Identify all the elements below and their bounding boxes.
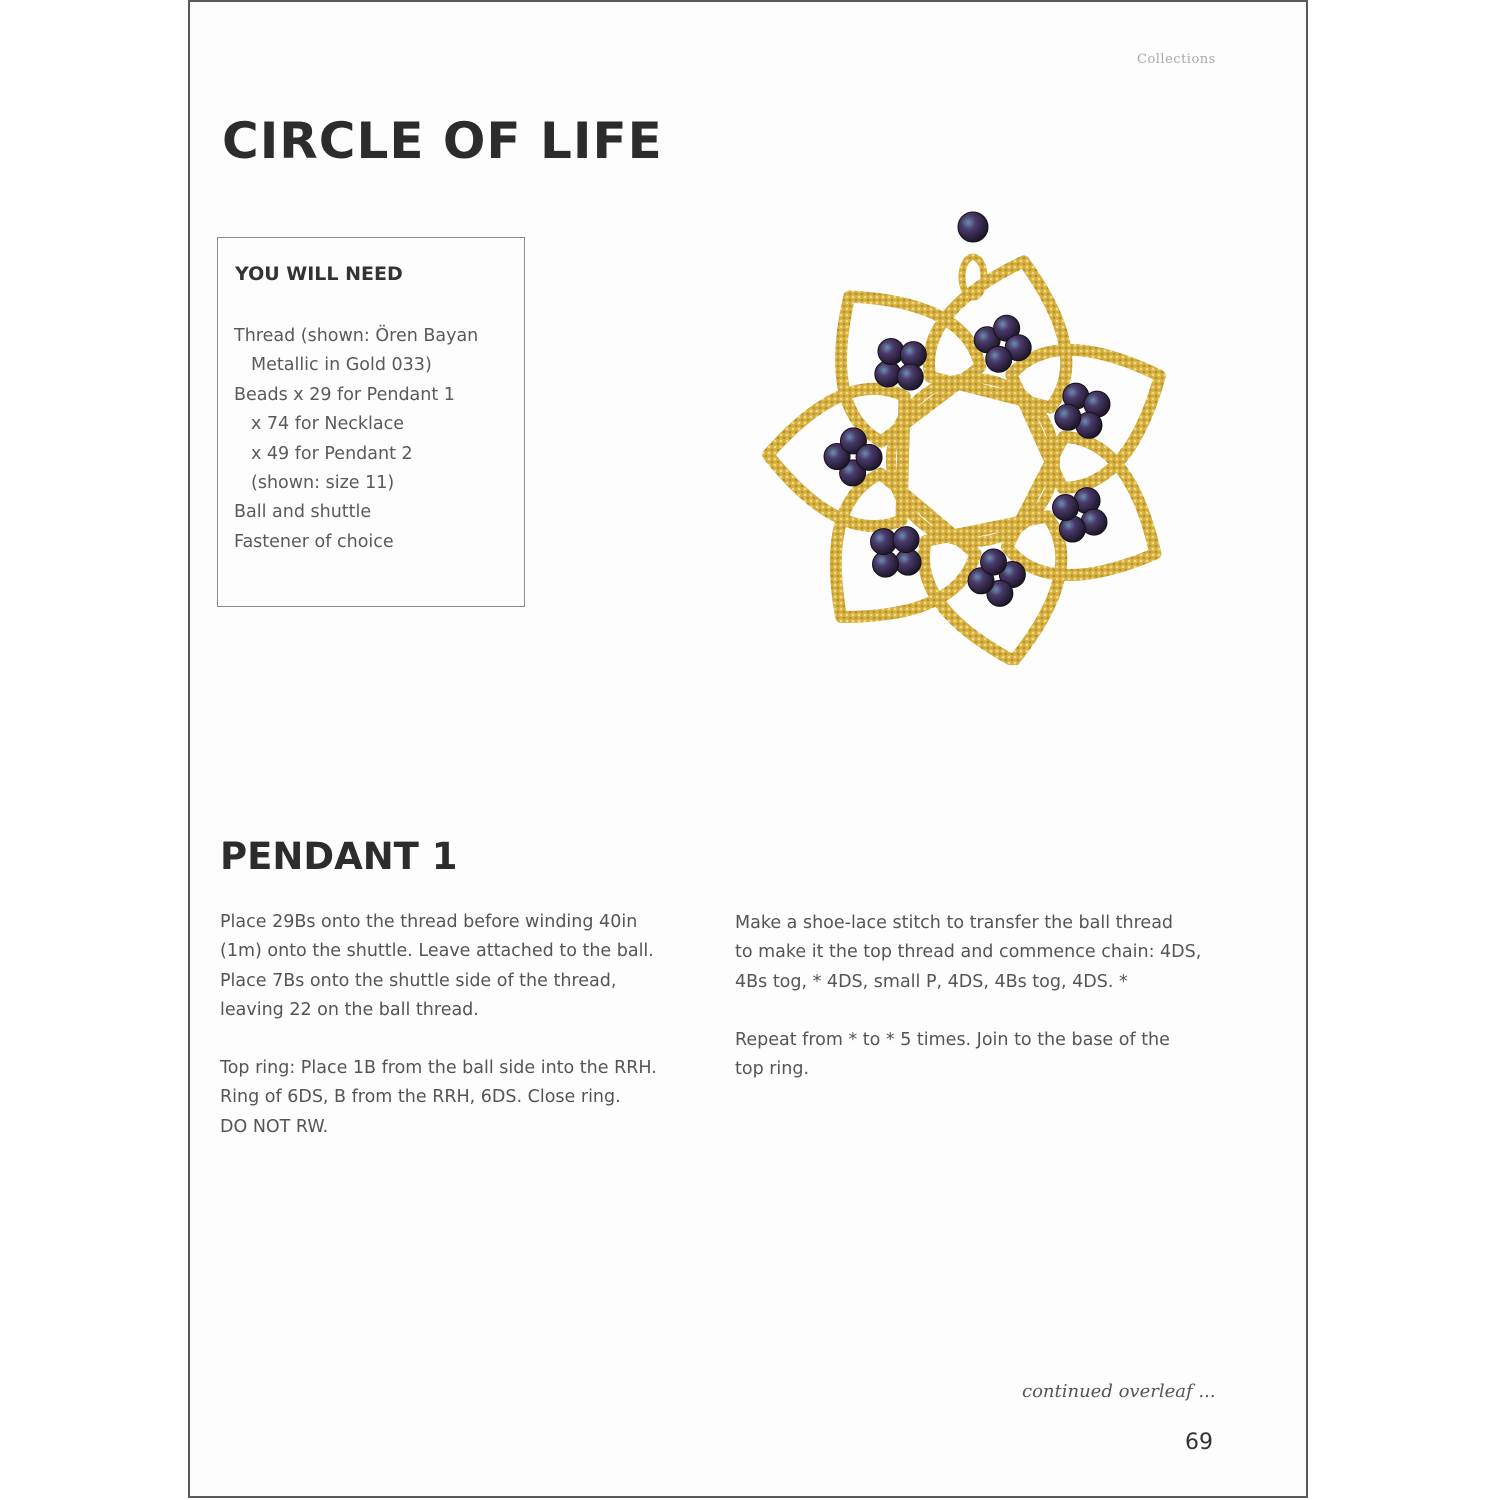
bead [986, 346, 1012, 372]
bead [897, 364, 923, 390]
instruction-paragraph: Top ring: Place 1B from the ball side into the RRH. Ring of 6DS, B from the RRH, 6DS. Close ring. DO NOT RW. [220, 1058, 657, 1137]
top-bead [958, 212, 988, 242]
continued-overleaf-note: continued overleaf ... [1022, 1381, 1216, 1402]
page-title: CIRCLE OF LIFE [222, 112, 663, 170]
bead [873, 551, 899, 577]
pendant-photo [755, 205, 1205, 665]
materials-item: Fastener of choice [234, 531, 394, 552]
you-will-need-heading: YOU WILL NEED [235, 263, 403, 285]
bead [1055, 404, 1081, 430]
materials-item: Thread (shown: Ören Bayan [234, 326, 479, 346]
gold-center-ring [891, 378, 1055, 542]
page-number: 69 [1185, 1430, 1213, 1455]
materials-list [234, 322, 478, 557]
bead [1053, 495, 1079, 521]
bead [856, 444, 882, 470]
materials-item: Ball and shuttle [234, 502, 372, 523]
materials-item: Beads x 29 for Pendant 1 [234, 384, 455, 405]
bead [871, 529, 897, 555]
instruction-paragraph: Place 29Bs onto the thread before winding 40in (1m) onto the shuttle. Leave attached to the ball. Place 7Bs onto the shuttle side of the thread, leaving 22 on the ball thread. [220, 912, 654, 1020]
bead [900, 342, 926, 368]
bead [981, 549, 1007, 575]
instruction-paragraph: Repeat from * to * 5 times. Join to the base of the top ring. [735, 1030, 1170, 1080]
running-head: Collections [1137, 52, 1216, 67]
bead [895, 549, 921, 575]
section-heading-pendant-1: PENDANT 1 [220, 835, 458, 878]
bead [875, 361, 901, 387]
bead [893, 527, 919, 553]
materials-item: Metallic in Gold 033) [251, 355, 432, 376]
materials-item: x 49 for Pendant 2 [251, 443, 413, 464]
materials-item: x 74 for Necklace [251, 414, 404, 435]
materials-item: (shown: size 11) [251, 473, 395, 494]
instruction-paragraph: Make a shoe-lace stitch to transfer the ball thread to make it the top thread and commence chain: 4DS, 4Bs tog, * 4DS, small P, 4DS, 4Bs tog, 4DS. * [735, 913, 1202, 992]
bead [878, 339, 904, 365]
